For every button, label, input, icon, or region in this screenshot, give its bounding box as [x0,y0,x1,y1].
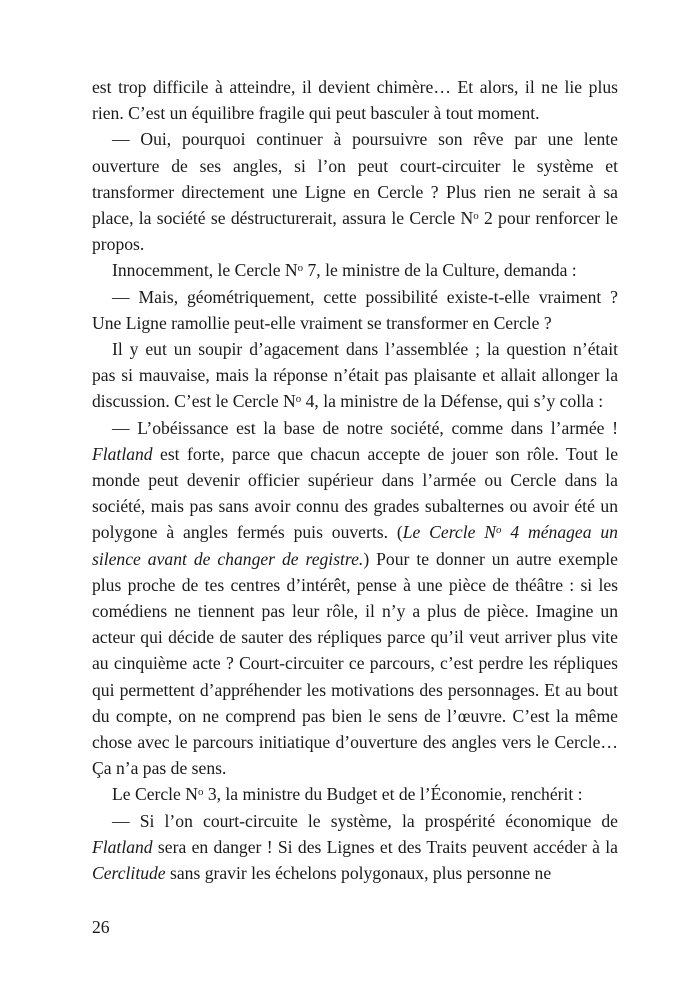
page-number: 26 [92,917,110,937]
paragraph-1: est trop difficile à atteindre, il devient chimère… Et alors, il ne lie plus rien. C’est un équilibre fragile qui peut basculer à tout moment. [92,77,618,124]
flatland-title: Flatland [92,836,153,857]
paragraph-8: — Si l’on court-circuite le système, la prospérité économique de Flatland sera en danger ! Si des Lignes et des Traits peuvent accéder à la Cerclitude sans gravir les échelons polygonaux, plus personne ne [92,810,618,884]
paragraph-6: — L’obéissance est la base de notre société, comme dans l’armée ! Flatland est forte, parce que chacun accepte de jouer son rôle. Tout le monde peut devenir officier supérieur dans l’armée ou Cercle dans la société, mais pas sans avoir connu des grades subalternes ou avoir été un polygone à angles fermés puis ouverts. (Le Cercle $N^o$ 4 ménagea un silence avant de changer de registre.) Pour te donner un autre exemple plus proche de tes centres d’intérêt, pense à une pièce de théâtre : si les comédiens ne tiennent pas leur rôle, il n’y a plus de pièce. Imagine un acteur qui décide de sauter des répliques parce qu’il veut arriver plus vite au cinquième acte ? Court-circuiter ce parcours, c’est perdre les répliques qui permettent d’appréhender les motivations des personnages. Et au bout du compte, on ne comprend pas bien le sens de l’œuvre. C’est la même chose avec le parcours initiatique d’ouverture des angles vers le Cercle… Ça n’a pas de sens. [92,417,618,779]
stage-direction: Le Cercle $N^o$ 4 ménagea un silence avant de changer de registre. [92,522,618,569]
page-body [92,74,618,886]
cerclitude-term: Cerclitude [92,863,166,884]
flatland-title: Flatland [92,443,153,464]
paragraph-5: Il y eut un soupir d’agacement dans l’assemblée ; la question n’était pas si mauvaise, mais la réponse n’était pas plaisante et allait allonger la discussion. C’est le Cercle $N^o$ 4, la ministre de la Défense, qui s’y colla : [92,339,618,412]
paragraph-3: Innocemment, le Cercle $N^o$ 7, le ministre de la Culture, demanda : [112,260,577,281]
paragraph-2: — Oui, pourquoi continuer à poursuivre son rêve par une lente ouverture de ses angles, si l’on peut court-circuiter le système et transformer directement une Ligne en Cercle ? Plus rien ne serait à sa place, la société se déstructurerait, assura le Cercle $N^o$ 2 pour renforcer le propos. [92,129,618,255]
paragraph-7: Le Cercle $N^o$ 3, la ministre du Budget et de l’Économie, renchérit : [112,784,583,805]
paragraph-4: — Mais, géométriquement, cette possibilité existe-t-elle vraiment ? Une Ligne ramollie peut-elle vraiment se transformer en Cercle ? [92,286,618,333]
